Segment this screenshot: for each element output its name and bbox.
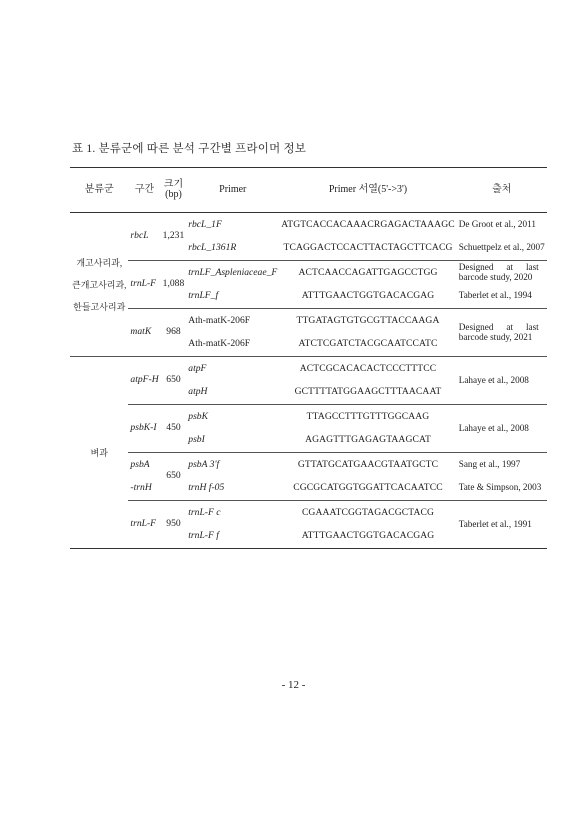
table-row — [70, 357, 547, 381]
region-cell: -trnH — [130, 482, 152, 494]
size-cell: 1,088 — [161, 261, 187, 309]
primer-seq: TTAGCCTTTGTTTGGCAAG — [279, 405, 456, 429]
source-cell: Schuettpelz et al., 2007 — [458, 242, 545, 253]
table-row — [70, 477, 547, 501]
source-cell: De Groot et al., 2011 — [458, 218, 536, 229]
table-row — [70, 261, 547, 285]
header-size: 크기 (bp) — [161, 168, 187, 213]
region-cell: atpF-H — [128, 357, 160, 405]
source-cell: Sang et al., 1997 — [457, 453, 547, 477]
primer-name: trnL-F f — [188, 530, 219, 542]
primer-name: trnH f-05 — [188, 482, 225, 494]
table-row — [70, 213, 547, 237]
source-cell: Taberlet et al., 1994 — [458, 290, 532, 301]
size-cell: 968 — [161, 309, 187, 357]
region-cell: trnL-F — [128, 261, 160, 309]
header-sequence: Primer 서열(5'->3') — [279, 168, 456, 213]
primer-seq: ATTTGAACTGGTGACACGAG — [301, 530, 435, 542]
source-cell: Lahaye et al., 2008 — [457, 405, 547, 453]
primer-seq: CGAAATCGGTAGACGCTACG — [279, 501, 456, 525]
header-source: 출처 — [457, 168, 547, 213]
group-ferns: 개고사리과, 큰개고사리과, 한들고사리과 — [72, 257, 127, 312]
table-row — [70, 405, 547, 429]
source-cell: Lahaye et al., 2008 — [457, 357, 547, 405]
source-cell: Designed at last barcode study, 2020 — [457, 261, 547, 285]
primer-seq: GTTATGCATGAACGTAATGCTC — [279, 453, 456, 477]
primer-seq: GCTTTTATGGAAGCTTTAACAAT — [294, 386, 442, 398]
primer-seq: CGCGCATGGTGGATTCACAATCC — [293, 482, 443, 494]
size-cell: 450 — [161, 405, 187, 453]
region-cell: psbA — [128, 453, 160, 477]
primer-name: Ath-matK-206F — [188, 338, 251, 350]
primer-name: atpH — [188, 386, 208, 398]
header-region: 구간 — [128, 168, 160, 213]
header-primer: Primer — [186, 168, 279, 213]
primer-name: Ath-matK-206F — [186, 309, 279, 333]
region-cell: psbK-I — [128, 405, 160, 453]
source-cell: Taberlet et al., 1991 — [457, 501, 547, 549]
primer-name: rbcL_1361R — [188, 242, 237, 254]
table-row — [70, 501, 547, 525]
table-row — [70, 453, 547, 477]
primer-seq: TTGATAGTGTGCGTTACCAAGA — [279, 309, 456, 333]
primer-table — [70, 167, 547, 549]
primer-name: trnL-F c — [186, 501, 279, 525]
primer-name: rbcL_1F — [188, 218, 222, 230]
source-cell: Designed at last barcode study, 2021 — [457, 309, 547, 357]
primer-name: psbI — [188, 434, 205, 446]
primer-seq: ATCTCGATCTACGCAATCCATC — [298, 338, 438, 350]
primer-seq: TCAGGACTCCACTTACTAGCTTCACG — [283, 242, 453, 254]
primer-seq: ATGTCACCACAAACRGAGACTAAAGC — [281, 218, 455, 230]
primer-name: psbA 3'f — [186, 453, 279, 477]
primer-name: trnLF_Aspleniaceae_F — [186, 261, 279, 285]
page-number: - 12 - — [281, 679, 306, 691]
size-cell: 650 — [161, 453, 187, 501]
primer-seq: AGAGTTTGAGAGTAAGCAT — [305, 434, 431, 446]
group-grasses: 벼과 — [70, 357, 128, 549]
primer-seq: ACTCAACCAGATTGAGCCTGG — [279, 261, 456, 285]
header-group: 분류군 — [70, 168, 128, 213]
table-row — [70, 309, 547, 333]
primer-seq: ACTCGCACACACTCCCTTTCC — [279, 357, 456, 381]
primer-name: psbK — [186, 405, 279, 429]
region-cell: matK — [128, 309, 160, 357]
region-cell: rbcL — [130, 230, 149, 242]
primer-name: trnLF_f — [188, 290, 219, 302]
table-caption: 표 1. 분류군에 따른 분석 구간별 프라이머 정보 — [72, 143, 307, 155]
source-cell: Tate & Simpson, 2003 — [458, 482, 542, 493]
primer-seq: ATTTGAACTGGTGACACGAG — [301, 290, 435, 302]
size-cell: 650 — [161, 357, 187, 405]
primer-name: atpF — [186, 357, 279, 381]
region-cell: trnL-F — [128, 501, 160, 549]
size-cell: 1,231 — [162, 230, 185, 242]
size-cell: 950 — [161, 501, 187, 549]
